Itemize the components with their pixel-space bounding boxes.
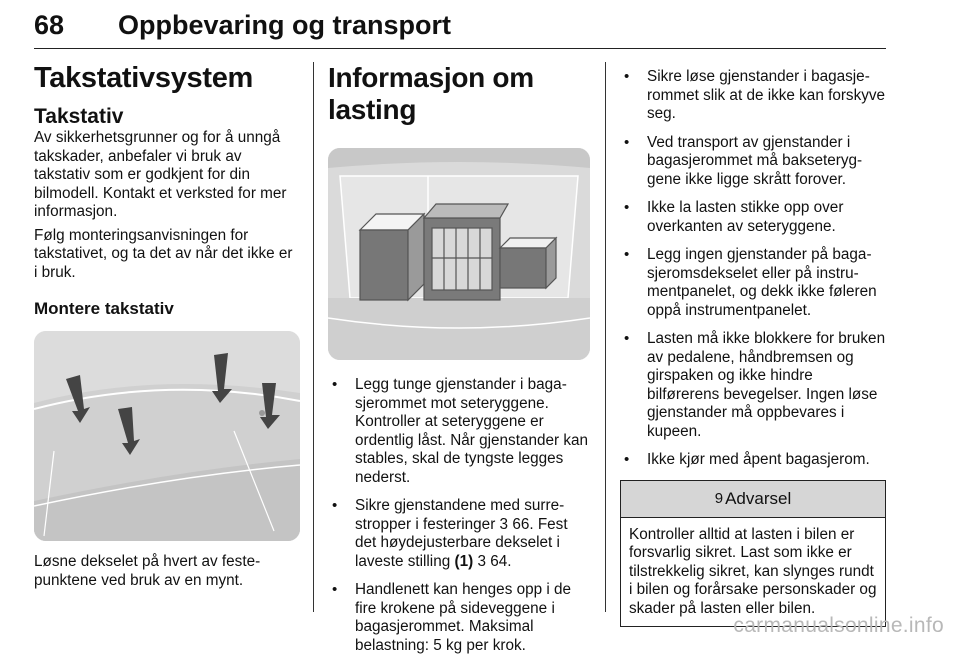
roof-illustration [34, 331, 300, 541]
page-number: 68 [34, 10, 65, 40]
list-item: • Legg ingen gjenstander på bagasjeromsdekselet eller på instrumentpanelet, og dekk ikke føleren oppå instrumentpanelet. [624, 246, 877, 319]
bullet-icon: • [332, 376, 338, 393]
warning-box [620, 480, 886, 628]
bullet-icon: • [332, 581, 338, 598]
bullet-icon: • [624, 68, 630, 85]
warning-triangle-icon: 9 [714, 490, 724, 507]
list-item: • Ikke la lasten stikke opp over overkanten av seteryggene. [624, 199, 844, 235]
bullet-icon: • [624, 133, 630, 151]
list-item: • Ikke kjør med åpent bagasjerom. [624, 451, 870, 468]
cover-position-label: (1) [454, 552, 474, 570]
page-ref-arrow-icon: 3 [477, 552, 486, 570]
box-right [500, 238, 556, 288]
column-loading-tips [620, 68, 886, 627]
list-item: • Sikre løse gjenstander i bagasjerommet slik at de ikke kan forskyve seg. [624, 68, 886, 122]
loading-bullet-list [328, 376, 590, 655]
watermark: carmanualsonline.info [733, 614, 944, 637]
tips-bullet-list [620, 68, 886, 470]
page-title: Oppbevaring og transport [118, 10, 452, 40]
bullet-icon: • [332, 497, 338, 514]
section-heading-roof-rack-system: Takstativsystem [34, 62, 254, 94]
list-item: • Handlenett kan henges opp i de fire krokene på sideveggene i bagasjerommet. Maksimal belastning: 5 kg per krok. [332, 581, 572, 654]
page-ref-66[interactable]: 66 [512, 515, 530, 533]
bullet-icon: • [624, 199, 630, 216]
bottle-crate [424, 204, 508, 300]
bullet-icon: • [624, 246, 630, 263]
page-header [34, 0, 886, 49]
column-loading-info [328, 52, 590, 665]
subheading-mount-roof-rack: Montere takstativ [34, 299, 174, 318]
list-item: • Lasten må ikke blokkere for bruken av pedalene, håndbremsen og girspaken og ikke hindre bilførerens bevegelser. Ingen løse gjenstander må oppbevares i kupeen. [624, 330, 886, 440]
roof-rack-paragraph-1: Av sikkerhetsgrunner og for å unngå takskader, anbefaler vi bruk av takstativ som er godkjent for din bilmodell. Kontakt et verksted for mer informasjon. [34, 129, 287, 220]
section-heading-loading-info: Informasjon om lasting [328, 62, 534, 125]
trunk-illustration [328, 148, 590, 360]
column-divider-1 [313, 62, 314, 612]
list-item: • Legg tunge gjenstander i bagasjerommet mot seteryggene. Kontroller at seteryggene er ordentlig låst. Når gjenstander kan stables, skal de tyngste legges nederst. [332, 376, 588, 486]
warning-title: Advarsel [725, 488, 792, 508]
column-divider-2 [605, 62, 606, 612]
roof-illustration-caption: Løsne dekselet på hvert av festepunktene ved bruk av en mynt. [34, 553, 261, 589]
warning-text: Kontroller alltid at lasten i bilen er forsvarlig sikret. Last som ikke er tilstrekkelig sikret, kan slynges rundt i bilen og forårsake personskader og skader på lasten eller bilen. [629, 525, 877, 617]
box-left [360, 214, 424, 300]
bullet-icon: • [624, 451, 630, 468]
roof-rack-paragraph-2: Følg monteringsanvisningen for takstativet, og ta det av når det ikke er i bruk. [34, 226, 293, 281]
warning-header [621, 481, 885, 518]
list-item: • Sikre gjenstandene med surrestropper i festeringer 3 66. Fest det høydejusterbare dekselet i laveste stilling (1) 3 64. [332, 497, 568, 570]
page-ref-64[interactable]: 64 [490, 552, 508, 570]
car-roof-drawing [34, 331, 300, 541]
column-roof-rack [34, 52, 300, 595]
bullet-icon: • [624, 330, 630, 347]
page-ref-arrow-icon: 3 [499, 515, 509, 533]
trunk-cargo-drawing [328, 148, 590, 360]
list-item: • Ved transport av gjenstander i bagasjerommet må bakseteryggene ikke ligge skrått forover. [624, 133, 863, 188]
subheading-roof-rack: Takstativ [34, 105, 124, 128]
